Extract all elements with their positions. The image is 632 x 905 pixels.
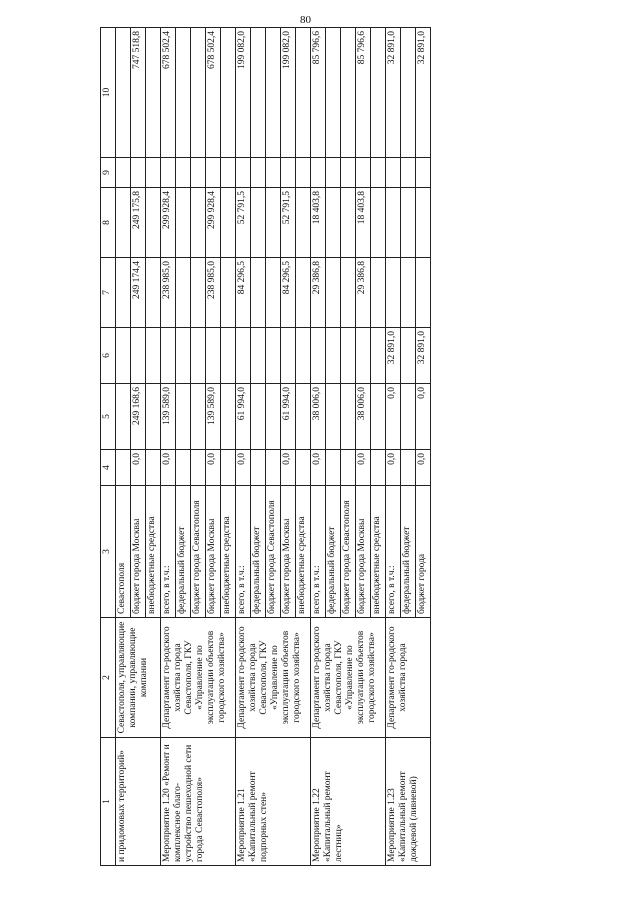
funding-source-cell: Севастополя [116, 486, 131, 618]
value-cell: 0,0 [206, 450, 221, 486]
value-cell [146, 158, 161, 188]
measure-name-cell: и придомовых территорий» [116, 738, 161, 866]
value-cell: 61 994,0 [281, 384, 296, 450]
value-cell: 32 891,0 [416, 328, 431, 384]
value-cell [131, 158, 146, 188]
table-body [101, 28, 431, 866]
value-cell [401, 258, 416, 328]
funding-source-cell: бюджет города Севастополя [266, 486, 281, 618]
value-cell [296, 188, 311, 258]
value-cell [266, 28, 281, 158]
measure-name-cell: Мероприятие 1.22 «Капитальный ремонт лестниц» [311, 738, 386, 866]
value-cell [326, 328, 341, 384]
value-cell [251, 188, 266, 258]
executor-cell: Департамент го-родского хозяйства города Севастополя, ГКУ «Управление по эксплуатации объектов городского хозяйства» [311, 618, 386, 738]
value-cell [281, 328, 296, 384]
measure-name-cell: Мероприятие 1.23 «Капитальный ремонт дождевой (ливневой) [386, 738, 431, 866]
value-cell [341, 328, 356, 384]
measure-name-cell: Мероприятие 1.20 «Ремонт и комплексное благо-устройство пешеходной сети города Севастополя» [161, 738, 236, 866]
value-cell [191, 28, 206, 158]
value-cell [146, 188, 161, 258]
value-cell [266, 258, 281, 328]
funding-source-cell: внебюджетные средства [371, 486, 386, 618]
funding-source-cell: федеральный бюджет [326, 486, 341, 618]
value-cell [371, 450, 386, 486]
value-cell [371, 28, 386, 158]
value-cell [326, 158, 341, 188]
value-cell: 249 174,4 [131, 258, 146, 328]
value-cell [371, 188, 386, 258]
value-cell [176, 384, 191, 450]
value-cell: 199 082,0 [236, 28, 251, 158]
value-cell [326, 188, 341, 258]
value-cell: 747 518,8 [131, 28, 146, 158]
value-cell [176, 188, 191, 258]
value-cell [401, 28, 416, 158]
value-cell: 238 985,0 [161, 258, 176, 328]
col-header: 4 [101, 450, 116, 486]
value-cell: 18 403,8 [356, 188, 371, 258]
col-header: 9 [101, 158, 116, 188]
value-cell [146, 328, 161, 384]
value-cell [401, 450, 416, 486]
value-cell: 0,0 [281, 450, 296, 486]
executor-cell: Севастополя, управляющие компании, управляющие компании [116, 618, 161, 738]
value-cell [251, 328, 266, 384]
value-cell [116, 328, 131, 384]
value-cell [176, 28, 191, 158]
value-cell [236, 328, 251, 384]
col-header: 10 [101, 28, 116, 158]
value-cell: 238 985,0 [206, 258, 221, 328]
value-cell [311, 328, 326, 384]
value-cell [296, 384, 311, 450]
value-cell [176, 450, 191, 486]
value-cell [401, 188, 416, 258]
executor-cell: Департамент го-родского хозяйства города [386, 618, 431, 738]
value-cell [221, 188, 236, 258]
value-cell [251, 158, 266, 188]
value-cell [266, 328, 281, 384]
value-cell: 139 589,0 [161, 384, 176, 450]
value-cell [296, 28, 311, 158]
value-cell [161, 328, 176, 384]
value-cell [371, 258, 386, 328]
funding-source-cell: всего, в т.ч.: [236, 486, 251, 618]
value-cell [191, 328, 206, 384]
value-cell: 85 796,6 [356, 28, 371, 158]
value-cell [251, 258, 266, 328]
value-cell [161, 158, 176, 188]
value-cell: 52 791,5 [281, 188, 296, 258]
col-header: 3 [101, 486, 116, 618]
value-cell: 0,0 [131, 450, 146, 486]
value-cell: 0,0 [236, 450, 251, 486]
value-cell: 0,0 [386, 384, 401, 450]
value-cell: 38 006,0 [311, 384, 326, 450]
value-cell [191, 384, 206, 450]
budget-table [100, 27, 431, 866]
funding-source-cell: федеральный бюджет [251, 486, 266, 618]
funding-source-cell: бюджет города Москвы [356, 486, 371, 618]
funding-source-cell: федеральный бюджет [176, 486, 191, 618]
value-cell: 84 296,5 [281, 258, 296, 328]
value-cell: 29 386,8 [356, 258, 371, 328]
value-cell: 32 891,0 [386, 28, 401, 158]
value-cell: 139 589,0 [206, 384, 221, 450]
value-cell [266, 188, 281, 258]
value-cell [341, 158, 356, 188]
value-cell: 52 791,5 [236, 188, 251, 258]
funding-source-cell: всего, в т.ч.: [311, 486, 326, 618]
value-cell [191, 450, 206, 486]
table-row [116, 28, 131, 866]
value-cell [116, 188, 131, 258]
value-cell [206, 158, 221, 188]
value-cell: 84 296,5 [236, 258, 251, 328]
value-cell [146, 384, 161, 450]
value-cell [116, 450, 131, 486]
funding-source-cell: внебюджетные средства [221, 486, 236, 618]
value-cell [131, 328, 146, 384]
value-cell [281, 158, 296, 188]
value-cell [221, 258, 236, 328]
value-cell: 38 006,0 [356, 384, 371, 450]
value-cell: 299 928,4 [161, 188, 176, 258]
value-cell [221, 158, 236, 188]
value-cell: 32 891,0 [386, 328, 401, 384]
value-cell [221, 28, 236, 158]
table-row [311, 28, 326, 866]
value-cell: 61 994,0 [236, 384, 251, 450]
value-cell [416, 188, 431, 258]
value-cell [356, 328, 371, 384]
col-header: 1 [101, 738, 116, 866]
value-cell [266, 450, 281, 486]
value-cell: 299 928,4 [206, 188, 221, 258]
value-cell [416, 258, 431, 328]
table-row [386, 28, 401, 866]
value-cell [296, 450, 311, 486]
col-header: 5 [101, 384, 116, 450]
value-cell [296, 258, 311, 328]
funding-source-cell: бюджет города Севастополя [341, 486, 356, 618]
value-cell [356, 158, 371, 188]
value-cell [176, 158, 191, 188]
value-cell [116, 158, 131, 188]
value-cell: 0,0 [356, 450, 371, 486]
value-cell [236, 158, 251, 188]
value-cell [176, 328, 191, 384]
value-cell [416, 158, 431, 188]
value-cell [221, 328, 236, 384]
rotated-page [100, 28, 585, 866]
value-cell [386, 188, 401, 258]
value-cell: 678 502,4 [206, 28, 221, 158]
funding-source-cell: бюджет города [416, 486, 431, 618]
value-cell [221, 384, 236, 450]
value-cell [386, 258, 401, 328]
value-cell: 0,0 [386, 450, 401, 486]
funding-source-cell: всего, в т.ч.: [161, 486, 176, 618]
funding-source-cell: бюджет города Москвы [281, 486, 296, 618]
value-cell [116, 28, 131, 158]
table-row [236, 28, 251, 866]
value-cell [266, 384, 281, 450]
value-cell [296, 328, 311, 384]
value-cell [251, 28, 266, 158]
funding-source-cell: бюджет города Москвы [206, 486, 221, 618]
value-cell: 0,0 [161, 450, 176, 486]
value-cell [191, 188, 206, 258]
value-cell: 199 082,0 [281, 28, 296, 158]
value-cell [146, 28, 161, 158]
value-cell [326, 258, 341, 328]
funding-source-cell: бюджет города Севастополя [191, 486, 206, 618]
value-cell [206, 328, 221, 384]
value-cell [386, 158, 401, 188]
value-cell [146, 258, 161, 328]
value-cell [341, 384, 356, 450]
value-cell [371, 328, 386, 384]
value-cell: 0,0 [416, 384, 431, 450]
value-cell [401, 384, 416, 450]
value-cell: 18 403,8 [311, 188, 326, 258]
funding-source-cell: внебюджетные средства [146, 486, 161, 618]
value-cell [266, 158, 281, 188]
value-cell [191, 158, 206, 188]
value-cell [251, 450, 266, 486]
value-cell: 0,0 [416, 450, 431, 486]
value-cell [371, 158, 386, 188]
value-cell: 249 175,8 [131, 188, 146, 258]
value-cell: 0,0 [311, 450, 326, 486]
header-row [101, 28, 116, 866]
value-cell: 678 502,4 [161, 28, 176, 158]
funding-source-cell: внебюджетные средства [296, 486, 311, 618]
value-cell [341, 258, 356, 328]
value-cell [296, 158, 311, 188]
value-cell [326, 28, 341, 158]
funding-source-cell: федеральный бюджет [401, 486, 416, 618]
executor-cell: Департамент го-родского хозяйства города Севастополя, ГКУ «Управление по эксплуатации объектов городского хозяйства» [161, 618, 236, 738]
col-header: 8 [101, 188, 116, 258]
value-cell: 85 796,6 [311, 28, 326, 158]
value-cell [191, 258, 206, 328]
value-cell [221, 450, 236, 486]
table-row [161, 28, 176, 866]
value-cell [251, 384, 266, 450]
value-cell [311, 158, 326, 188]
value-cell [326, 450, 341, 486]
value-cell: 29 386,8 [311, 258, 326, 328]
executor-cell: Департамент го-родского хозяйства города Севастополя, ГКУ «Управление по эксплуатации объектов городского хозяйства» [236, 618, 311, 738]
value-cell [341, 450, 356, 486]
value-cell: 249 168,6 [131, 384, 146, 450]
value-cell [341, 188, 356, 258]
value-cell [326, 384, 341, 450]
col-header: 2 [101, 618, 116, 738]
value-cell [401, 328, 416, 384]
value-cell [116, 384, 131, 450]
value-cell [401, 158, 416, 188]
value-cell [116, 258, 131, 328]
funding-source-cell: всего, в т.ч.: [386, 486, 401, 618]
value-cell [176, 258, 191, 328]
funding-source-cell: бюджет города Москвы [131, 486, 146, 618]
measure-name-cell: Мероприятие 1.21 «Капитальный ремонт подпорных стен» [236, 738, 311, 866]
value-cell [146, 450, 161, 486]
value-cell: 32 891,0 [416, 28, 431, 158]
value-cell [371, 384, 386, 450]
col-header: 7 [101, 258, 116, 328]
value-cell [341, 28, 356, 158]
col-header: 6 [101, 328, 116, 384]
page-number: 80 [300, 14, 311, 26]
